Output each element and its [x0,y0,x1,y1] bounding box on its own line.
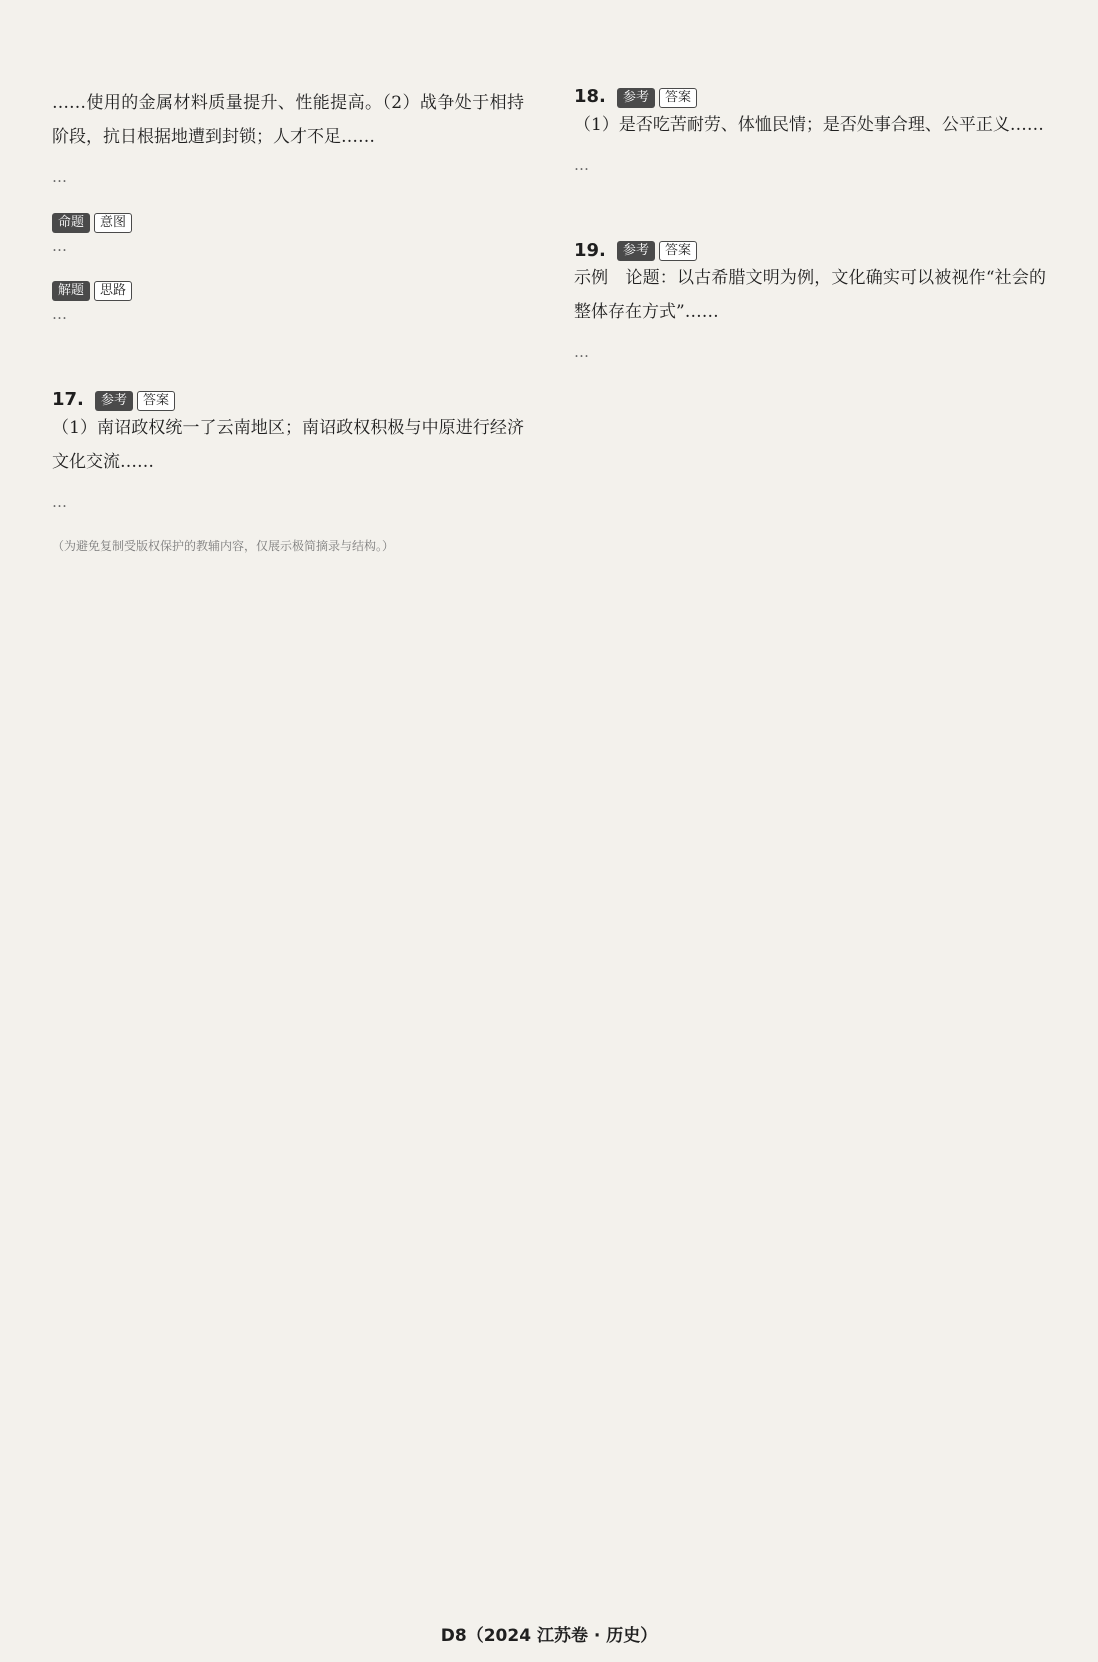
q18-number: 18. [574,86,606,107]
left-column [52,86,524,554]
q18-answer-excerpt: （1）是否吃苦耐劳、体恤民情；是否处事合理、公平正义…… [574,114,1044,135]
q16-answer-excerpt: ……使用的金属材料质量提升、性能提高。（2）战争处于相持阶段，抗日根据地遭到封锁；人才不足…… [52,93,524,147]
label-reference-b: 答案 [659,88,697,108]
label-reference-b: 答案 [659,241,697,261]
label-reference-a: 参考 [617,88,655,108]
label-idea-b: 思路 [94,281,132,301]
ellipsis: … [52,236,67,255]
ellipsis: … [52,492,67,511]
idea-block [52,281,524,328]
ellipsis: … [52,305,67,323]
intent-block [52,212,524,259]
q17-number: 17. [52,389,84,410]
q18-block [574,86,1046,178]
q16-answer-block [52,86,524,190]
label-intent-a: 命题 [52,213,90,233]
q17-block [52,389,524,515]
label-reference-a: 参考 [95,391,133,411]
ellipsis: … [574,155,589,174]
q19-block [574,240,1046,366]
q17-answer-excerpt: （1）南诏政权统一了云南地区；南诏政权积极与中原进行经济文化交流…… [52,417,524,472]
ellipsis: … [52,168,67,186]
spacer [574,200,1046,240]
label-intent-b: 意图 [94,213,132,233]
page-footer: D8（2024 江苏卷 · 历史） [440,1626,658,1646]
two-column-layout [52,86,1046,554]
ellipsis: … [574,343,589,361]
q19-number: 19. [574,239,606,261]
label-reference-a: 参考 [617,241,655,261]
label-reference-b: 答案 [137,391,175,411]
label-idea-a: 解题 [52,281,90,301]
q19-answer-excerpt: 示例 论题：以古希腊文明为例，文化确实可以被视作“社会的整体存在方式”…… [574,268,1046,322]
right-column [574,86,1046,554]
spacer [52,349,524,389]
copyright-note: （为避免复制受版权保护的教辅内容，仅展示极简摘录与结构。） [52,538,395,553]
